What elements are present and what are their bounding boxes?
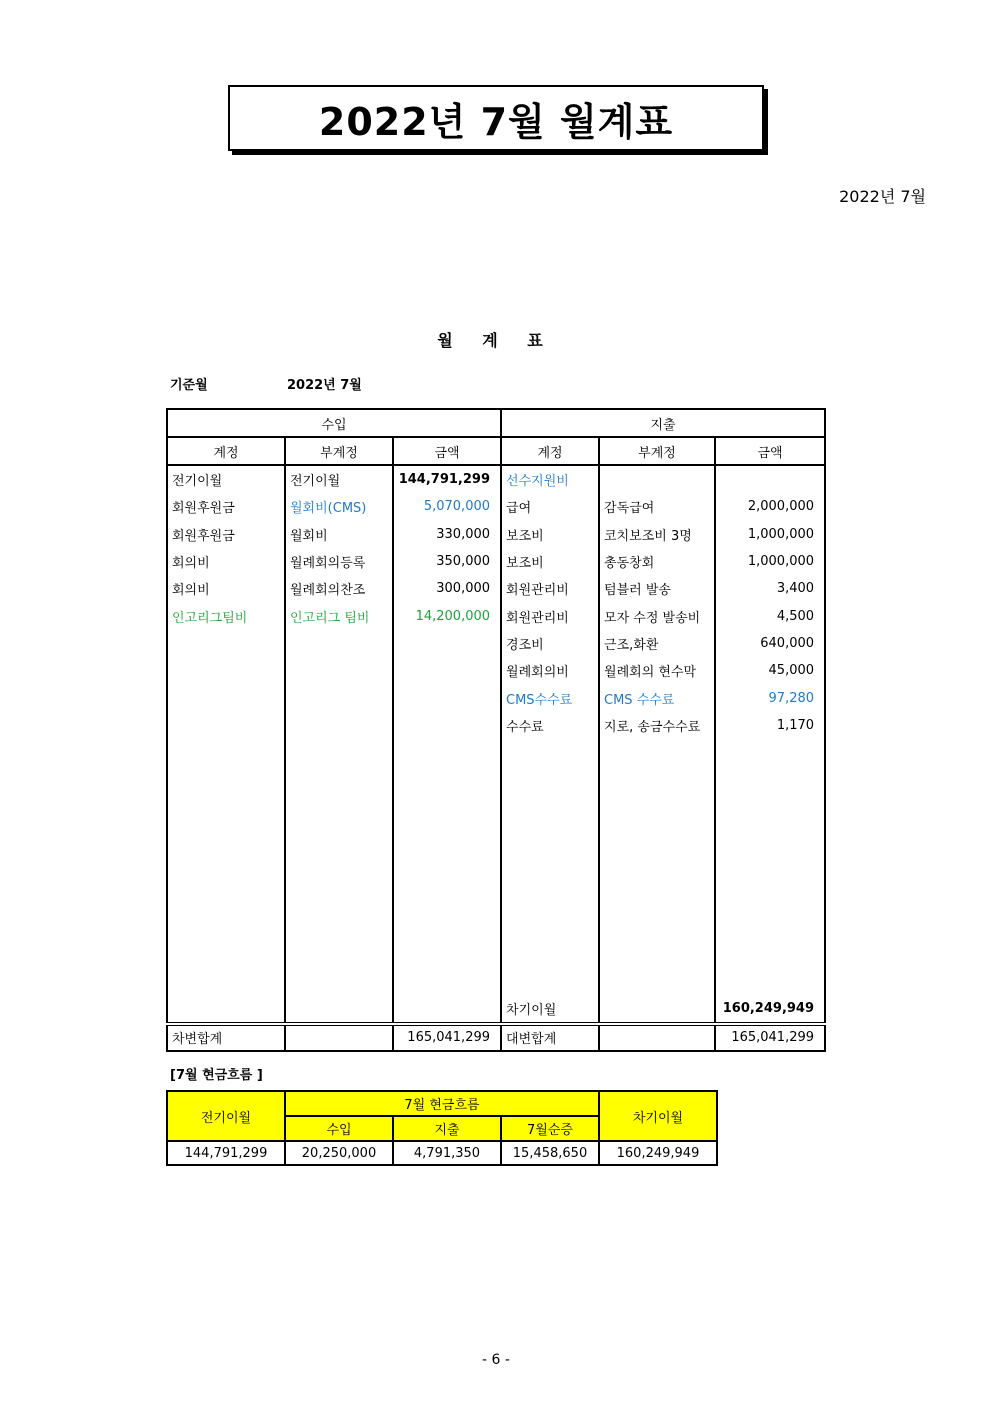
expense-account: 보조비 bbox=[501, 548, 599, 575]
credit-total-label: 대변합계 bbox=[501, 1024, 599, 1051]
expense-account: 급여 bbox=[501, 493, 599, 520]
expense-amount: 97,280 bbox=[715, 684, 825, 711]
expense-account: 경조비 bbox=[501, 630, 599, 657]
cashflow-next-header: 차기이월 bbox=[599, 1091, 717, 1141]
income-amount: 14,200,000 bbox=[393, 602, 501, 629]
income-subaccount: 월회비(CMS) bbox=[285, 493, 393, 520]
income-amount bbox=[393, 630, 501, 657]
expense-account: CMS수수료 bbox=[501, 684, 599, 711]
expense-account: 수수료 bbox=[501, 712, 599, 739]
carry-forward-row bbox=[167, 996, 825, 1024]
table-row bbox=[167, 657, 825, 684]
column-header: 부계정 bbox=[285, 437, 393, 465]
expense-amount: 1,000,000 bbox=[715, 548, 825, 575]
table-row bbox=[167, 630, 825, 657]
income-account bbox=[167, 630, 285, 657]
cashflow-group-header: 7월 현금흐름 bbox=[285, 1091, 599, 1116]
income-account: 회원후원금 bbox=[167, 521, 285, 548]
expense-subaccount: 코치보조비 3명 bbox=[599, 521, 715, 548]
expense-amount: 640,000 bbox=[715, 630, 825, 657]
income-subaccount: 월례회의등록 bbox=[285, 548, 393, 575]
carry-forward-label: 차기이월 bbox=[501, 996, 599, 1024]
carry-forward-amount: 160,249,949 bbox=[715, 996, 825, 1024]
cashflow-prev-header: 전기이월 bbox=[167, 1091, 285, 1141]
cashflow-next-value: 160,249,949 bbox=[599, 1141, 717, 1165]
income-subaccount bbox=[285, 630, 393, 657]
expense-subaccount: 모자 수정 발송비 bbox=[599, 602, 715, 629]
base-month bbox=[170, 374, 362, 393]
income-account bbox=[167, 684, 285, 711]
page-number: - 6 - bbox=[482, 1352, 510, 1368]
expense-amount: 1,170 bbox=[715, 712, 825, 739]
column-header: 계정 bbox=[501, 437, 599, 465]
table-row bbox=[167, 465, 825, 493]
expense-subaccount bbox=[599, 465, 715, 493]
table-row bbox=[167, 684, 825, 711]
expense-subaccount: 월례회의 현수막 bbox=[599, 657, 715, 684]
cashflow-net-value: 15,458,650 bbox=[501, 1141, 599, 1165]
income-account: 전기이월 bbox=[167, 465, 285, 493]
expense-account: 회원관리비 bbox=[501, 575, 599, 602]
column-header: 금액 bbox=[715, 437, 825, 465]
income-account bbox=[167, 712, 285, 739]
header-date: 2022년 7월 bbox=[839, 187, 926, 206]
expense-header: 지출 bbox=[501, 409, 825, 437]
expense-account: 선수지원비 bbox=[501, 465, 599, 493]
cashflow-values-row bbox=[167, 1141, 717, 1165]
income-subaccount: 전기이월 bbox=[285, 465, 393, 493]
cashflow-income-header: 수입 bbox=[285, 1116, 393, 1141]
income-amount: 144,791,299 bbox=[393, 465, 501, 493]
expense-amount: 1,000,000 bbox=[715, 521, 825, 548]
debit-total-amount: 165,041,299 bbox=[393, 1024, 501, 1051]
table-row bbox=[167, 602, 825, 629]
expense-amount: 45,000 bbox=[715, 657, 825, 684]
base-month-value: 2022년 7월 bbox=[287, 378, 362, 393]
cashflow-net-header: 7월순증 bbox=[501, 1116, 599, 1141]
table-row bbox=[167, 493, 825, 520]
expense-subaccount: 근조,화환 bbox=[599, 630, 715, 657]
income-account: 회의비 bbox=[167, 575, 285, 602]
column-header: 계정 bbox=[167, 437, 285, 465]
income-amount bbox=[393, 712, 501, 739]
income-subaccount bbox=[285, 657, 393, 684]
report-subtitle: 월 계 표 bbox=[437, 331, 555, 350]
document-title-box bbox=[228, 85, 764, 151]
table-row bbox=[167, 712, 825, 739]
empty-area bbox=[167, 739, 825, 996]
expense-account: 월례회의비 bbox=[501, 657, 599, 684]
totals-row bbox=[167, 1024, 825, 1051]
cashflow-income-value: 20,250,000 bbox=[285, 1141, 393, 1165]
expense-subaccount: 총동창회 bbox=[599, 548, 715, 575]
cashflow-prev-value: 144,791,299 bbox=[167, 1141, 285, 1165]
document-title: 2022년 7월 월계표 bbox=[318, 99, 674, 144]
column-header: 부계정 bbox=[599, 437, 715, 465]
income-account: 회의비 bbox=[167, 548, 285, 575]
expense-amount bbox=[715, 465, 825, 493]
debit-total-label: 차변합계 bbox=[167, 1024, 285, 1051]
income-subaccount: 인고리그 팀비 bbox=[285, 602, 393, 629]
income-account: 회원후원금 bbox=[167, 493, 285, 520]
income-amount bbox=[393, 657, 501, 684]
income-subaccount: 월례회의찬조 bbox=[285, 575, 393, 602]
cashflow-table bbox=[166, 1090, 718, 1166]
expense-account: 보조비 bbox=[501, 521, 599, 548]
income-account bbox=[167, 657, 285, 684]
ledger-table bbox=[166, 408, 826, 1052]
table-row bbox=[167, 575, 825, 602]
income-amount: 330,000 bbox=[393, 521, 501, 548]
expense-amount: 4,500 bbox=[715, 602, 825, 629]
ledger-column-header bbox=[167, 437, 825, 465]
column-header: 금액 bbox=[393, 437, 501, 465]
expense-amount: 3,400 bbox=[715, 575, 825, 602]
ledger-group-header bbox=[167, 409, 825, 437]
table-row bbox=[167, 548, 825, 575]
income-amount: 5,070,000 bbox=[393, 493, 501, 520]
cashflow-expense-header: 지출 bbox=[393, 1116, 501, 1141]
expense-subaccount: CMS 수수료 bbox=[599, 684, 715, 711]
income-amount bbox=[393, 684, 501, 711]
income-subaccount bbox=[285, 712, 393, 739]
income-account: 인고리그팀비 bbox=[167, 602, 285, 629]
credit-total-amount: 165,041,299 bbox=[715, 1024, 825, 1051]
cashflow-expense-value: 4,791,350 bbox=[393, 1141, 501, 1165]
expense-subaccount: 감독급여 bbox=[599, 493, 715, 520]
income-subaccount bbox=[285, 684, 393, 711]
expense-account: 회원관리비 bbox=[501, 602, 599, 629]
base-month-label: 기준월 bbox=[170, 378, 208, 393]
cashflow-label: [7월 현금흐름 ] bbox=[170, 1068, 263, 1083]
expense-subaccount: 텀블러 발송 bbox=[599, 575, 715, 602]
income-amount: 350,000 bbox=[393, 548, 501, 575]
table-row bbox=[167, 521, 825, 548]
income-subaccount: 월회비 bbox=[285, 521, 393, 548]
expense-subaccount: 지로, 송금수수료 bbox=[599, 712, 715, 739]
income-header: 수입 bbox=[167, 409, 501, 437]
income-amount: 300,000 bbox=[393, 575, 501, 602]
expense-amount: 2,000,000 bbox=[715, 493, 825, 520]
